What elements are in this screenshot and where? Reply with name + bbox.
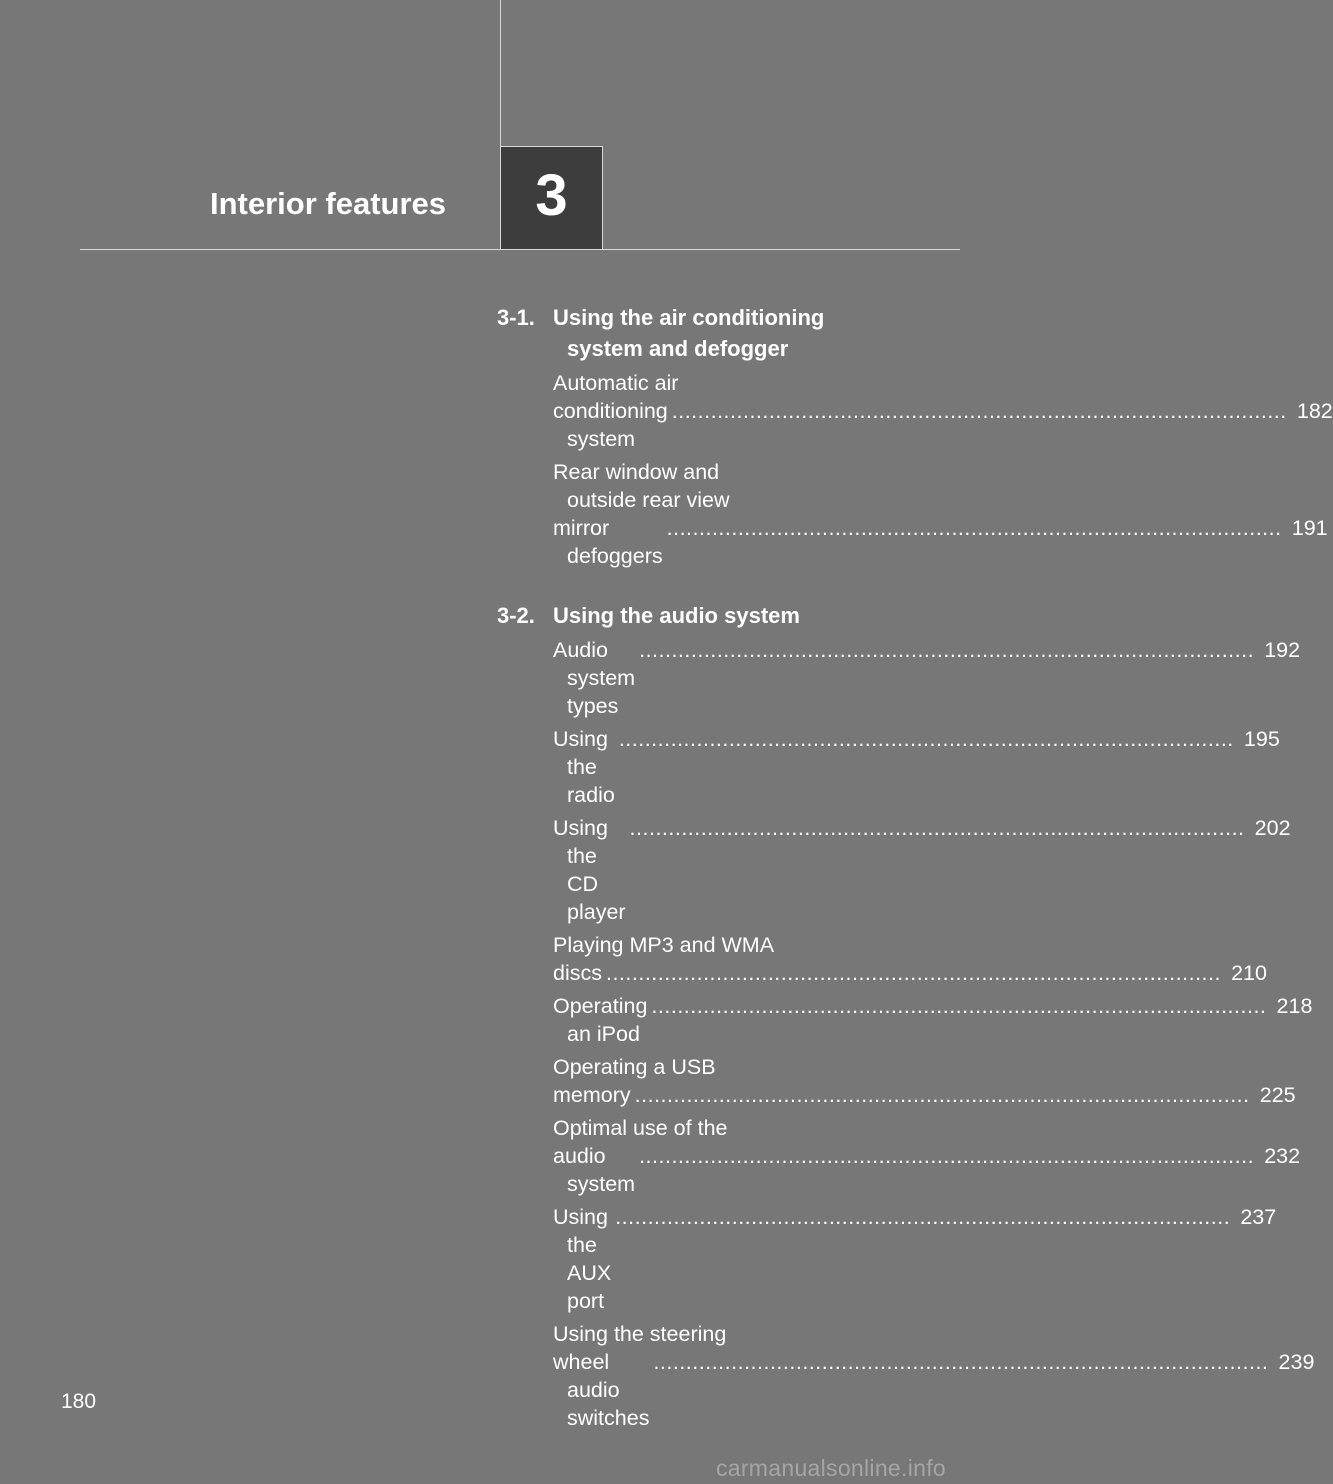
toc-section-3-1 [497,302,1333,570]
toc-entry-automatic-air-conditioning[interactable]: Automatic air conditioning system ..... 182 [553,369,869,453]
toc-entry-using-the-radio[interactable]: Using the radio ..... 195 [553,725,869,809]
page-reference: 237 [1240,1205,1277,1229]
watermark: carmanualsonline.info [715,1455,946,1481]
section-heading[interactable] [497,600,869,631]
page-reference: 202 [1254,816,1291,840]
chapter-title: Interior features [209,186,446,221]
toc-entry-using-the-cd-player[interactable]: Using the CD player ..... 202 [553,814,869,926]
leader-dots [639,636,1254,664]
leader-dots [619,725,1234,753]
page-reference: 239 [1278,1350,1315,1374]
toc-entry-audio-system-types[interactable]: Audio system types ..... 192 [553,636,869,720]
section-number: 3-1. [497,305,535,330]
section-heading[interactable] [497,302,869,364]
leader-dots [667,514,1282,542]
page-reference: 192 [1264,638,1301,662]
page-reference: 182 [1296,399,1333,423]
page-reference: 232 [1264,1144,1301,1168]
page-reference: 210 [1231,961,1267,985]
leader-dots [672,397,1287,425]
table-of-contents [497,302,1333,1462]
toc-entry-rear-window-defoggers[interactable]: Rear window and outside rear view mirror defoggers ..... 191 [553,458,869,570]
page-number: 180 [61,1390,97,1413]
leader-dots [630,814,1245,842]
leader-dots [615,1203,1230,1231]
toc-entry-operating-usb-memory[interactable]: Operating a USB memory ..... 225 [553,1053,869,1109]
toc-entry-playing-mp3-wma[interactable]: Playing MP3 and WMA discs ..... 210 [553,931,869,987]
section-title: Using the audio system [553,603,800,628]
header-horizontal-rule [80,249,960,250]
page-reference: 218 [1276,994,1313,1018]
chapter-number: 3 [535,162,568,228]
toc-entry-operating-an-ipod[interactable]: Operating an iPod ..... 218 [553,992,869,1048]
toc-entry-optimal-use-audio[interactable]: Optimal use of the audio system ..... 232 [553,1114,869,1198]
page-reference: 191 [1291,516,1328,540]
toc-entry-using-aux-port[interactable]: Using the AUX port ..... 237 [553,1203,869,1315]
leader-dots [653,1348,1268,1376]
page-reference: 225 [1259,1083,1296,1107]
section-title: Using the air conditioning system and defogger [553,305,825,361]
leader-dots [639,1142,1254,1170]
leader-dots [635,1081,1250,1109]
chapter-number-box [500,146,603,249]
section-number: 3-2. [497,603,535,628]
toc-section-3-2 [497,600,1315,1432]
leader-dots [606,959,1221,987]
page-reference: 195 [1243,727,1280,751]
toc-entry-steering-wheel-audio[interactable]: Using the steering wheel audio switches ..... 239 [553,1320,869,1432]
leader-dots [651,992,1266,1020]
